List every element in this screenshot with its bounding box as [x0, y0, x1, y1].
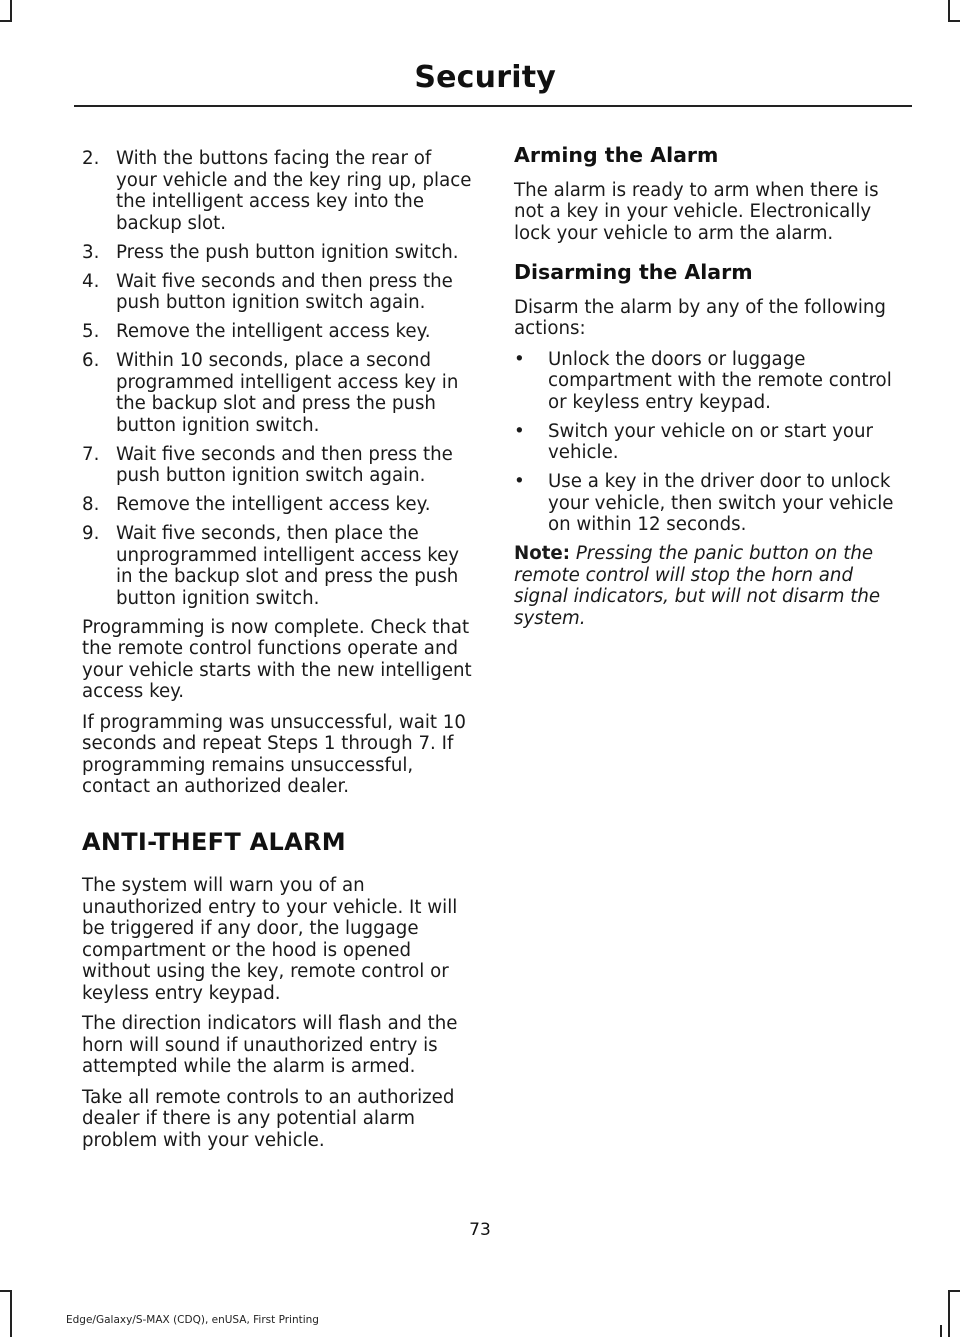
crop-mark-top-right-v: [948, 0, 950, 22]
paragraph-arming: The alarm is ready to arm when there is not a key in your vehicle. Electronically lock your vehicle to arm the alarm.: [514, 179, 879, 244]
bullet: •: [514, 471, 525, 492]
crop-mark-bottom-left-v: [10, 1290, 12, 1337]
section-heading: ANTI-THEFT ALARM: [82, 827, 346, 856]
page-number: 73: [469, 1220, 491, 1240]
subheading-disarming: Disarming the Alarm: [514, 260, 753, 284]
list-item: 9. Wait five seconds, then place the unprogrammed intelligent access key in the backup slot and press the push button ignition switch.: [82, 523, 460, 609]
crop-mark-top-left-v: [10, 0, 12, 22]
crop-mark-bottom-right-v: [948, 1290, 950, 1337]
subheading-arming: Arming the Alarm: [514, 143, 719, 167]
list-item: 8. Remove the intelligent access key.: [82, 494, 431, 515]
crop-mark-bottom-left-h: [0, 1290, 12, 1292]
note: [514, 543, 910, 629]
list-item: 6. Within 10 seconds, place a second programmed intelligent access key in the backup slot and press the push button ignition switch.: [82, 350, 459, 436]
header-rule: [74, 105, 912, 107]
left-column: [82, 148, 477, 1160]
paragraph-alarm-intro: The system will warn you of an unauthorized entry to your vehicle. It will be triggered if any door, the luggage compartment or the hood is opened without using the key, remote control or keyless entry keypad.: [82, 875, 458, 1004]
page-title: Security: [414, 60, 556, 95]
list-item: 2. With the buttons facing the rear of your vehicle and the key ring up, place the intelligent access key into the backup slot.: [82, 148, 472, 234]
crop-mark-bottom-right-h: [948, 1290, 960, 1292]
paragraph-alarm-indicators: The direction indicators will flash and the horn will sound if unauthorized entry is attempted while the alarm is armed.: [82, 1013, 458, 1077]
note-label: Note:: [514, 543, 571, 564]
programming-steps-list: [82, 148, 477, 609]
list-item: • Unlock the doors or luggage compartment with the remote control or keyless entry keypad.: [514, 348, 892, 413]
right-column: [514, 145, 910, 638]
list-item: 7. Wait five seconds and then press the push button ignition switch again.: [82, 443, 453, 486]
paragraph-disarming-intro: Disarm the alarm by any of the following actions:: [514, 296, 886, 339]
disarm-actions-list: [514, 349, 910, 536]
list-item: • Switch your vehicle on or start your vehicle.: [514, 420, 874, 463]
bullet: •: [514, 348, 525, 370]
paragraph-alarm-dealer: Take all remote controls to an authorized dealer if there is any potential alarm problem with your vehicle.: [82, 1086, 455, 1151]
bullet: •: [514, 420, 525, 442]
list-item: 4. Wait five seconds and then press the push button ignition switch again.: [82, 270, 453, 313]
note-text: Pressing the panic button on the remote control will stop the horn and signal indicators, but will not disarm the system.: [514, 543, 881, 629]
list-item: 5. Remove the intelligent access key.: [82, 321, 431, 342]
crop-mark-top-right-h: [948, 20, 960, 22]
paragraph-programming-complete: Programming is now complete. Check that the remote control functions operate and your vehicle starts with the new intelligent access key.: [82, 616, 472, 702]
list-item: 3. Press the push button ignition switch.: [82, 241, 459, 263]
paragraph-programming-unsuccessful: If programming was unsuccessful, wait 10 seconds and repeat Steps 1 through 7. If programming remains unsuccessful, contact an authorized dealer.: [82, 711, 466, 797]
footer-edition: Edge/Galaxy/S-MAX (CDQ), enUSA, First Printing: [66, 1314, 319, 1326]
list-item: • Use a key in the driver door to unlock your vehicle, then switch your vehicle on within 12 seconds.: [514, 471, 894, 535]
crop-mark-top-left-h: [0, 20, 12, 22]
crop-mark-bottom-right-tick: [940, 1325, 942, 1337]
